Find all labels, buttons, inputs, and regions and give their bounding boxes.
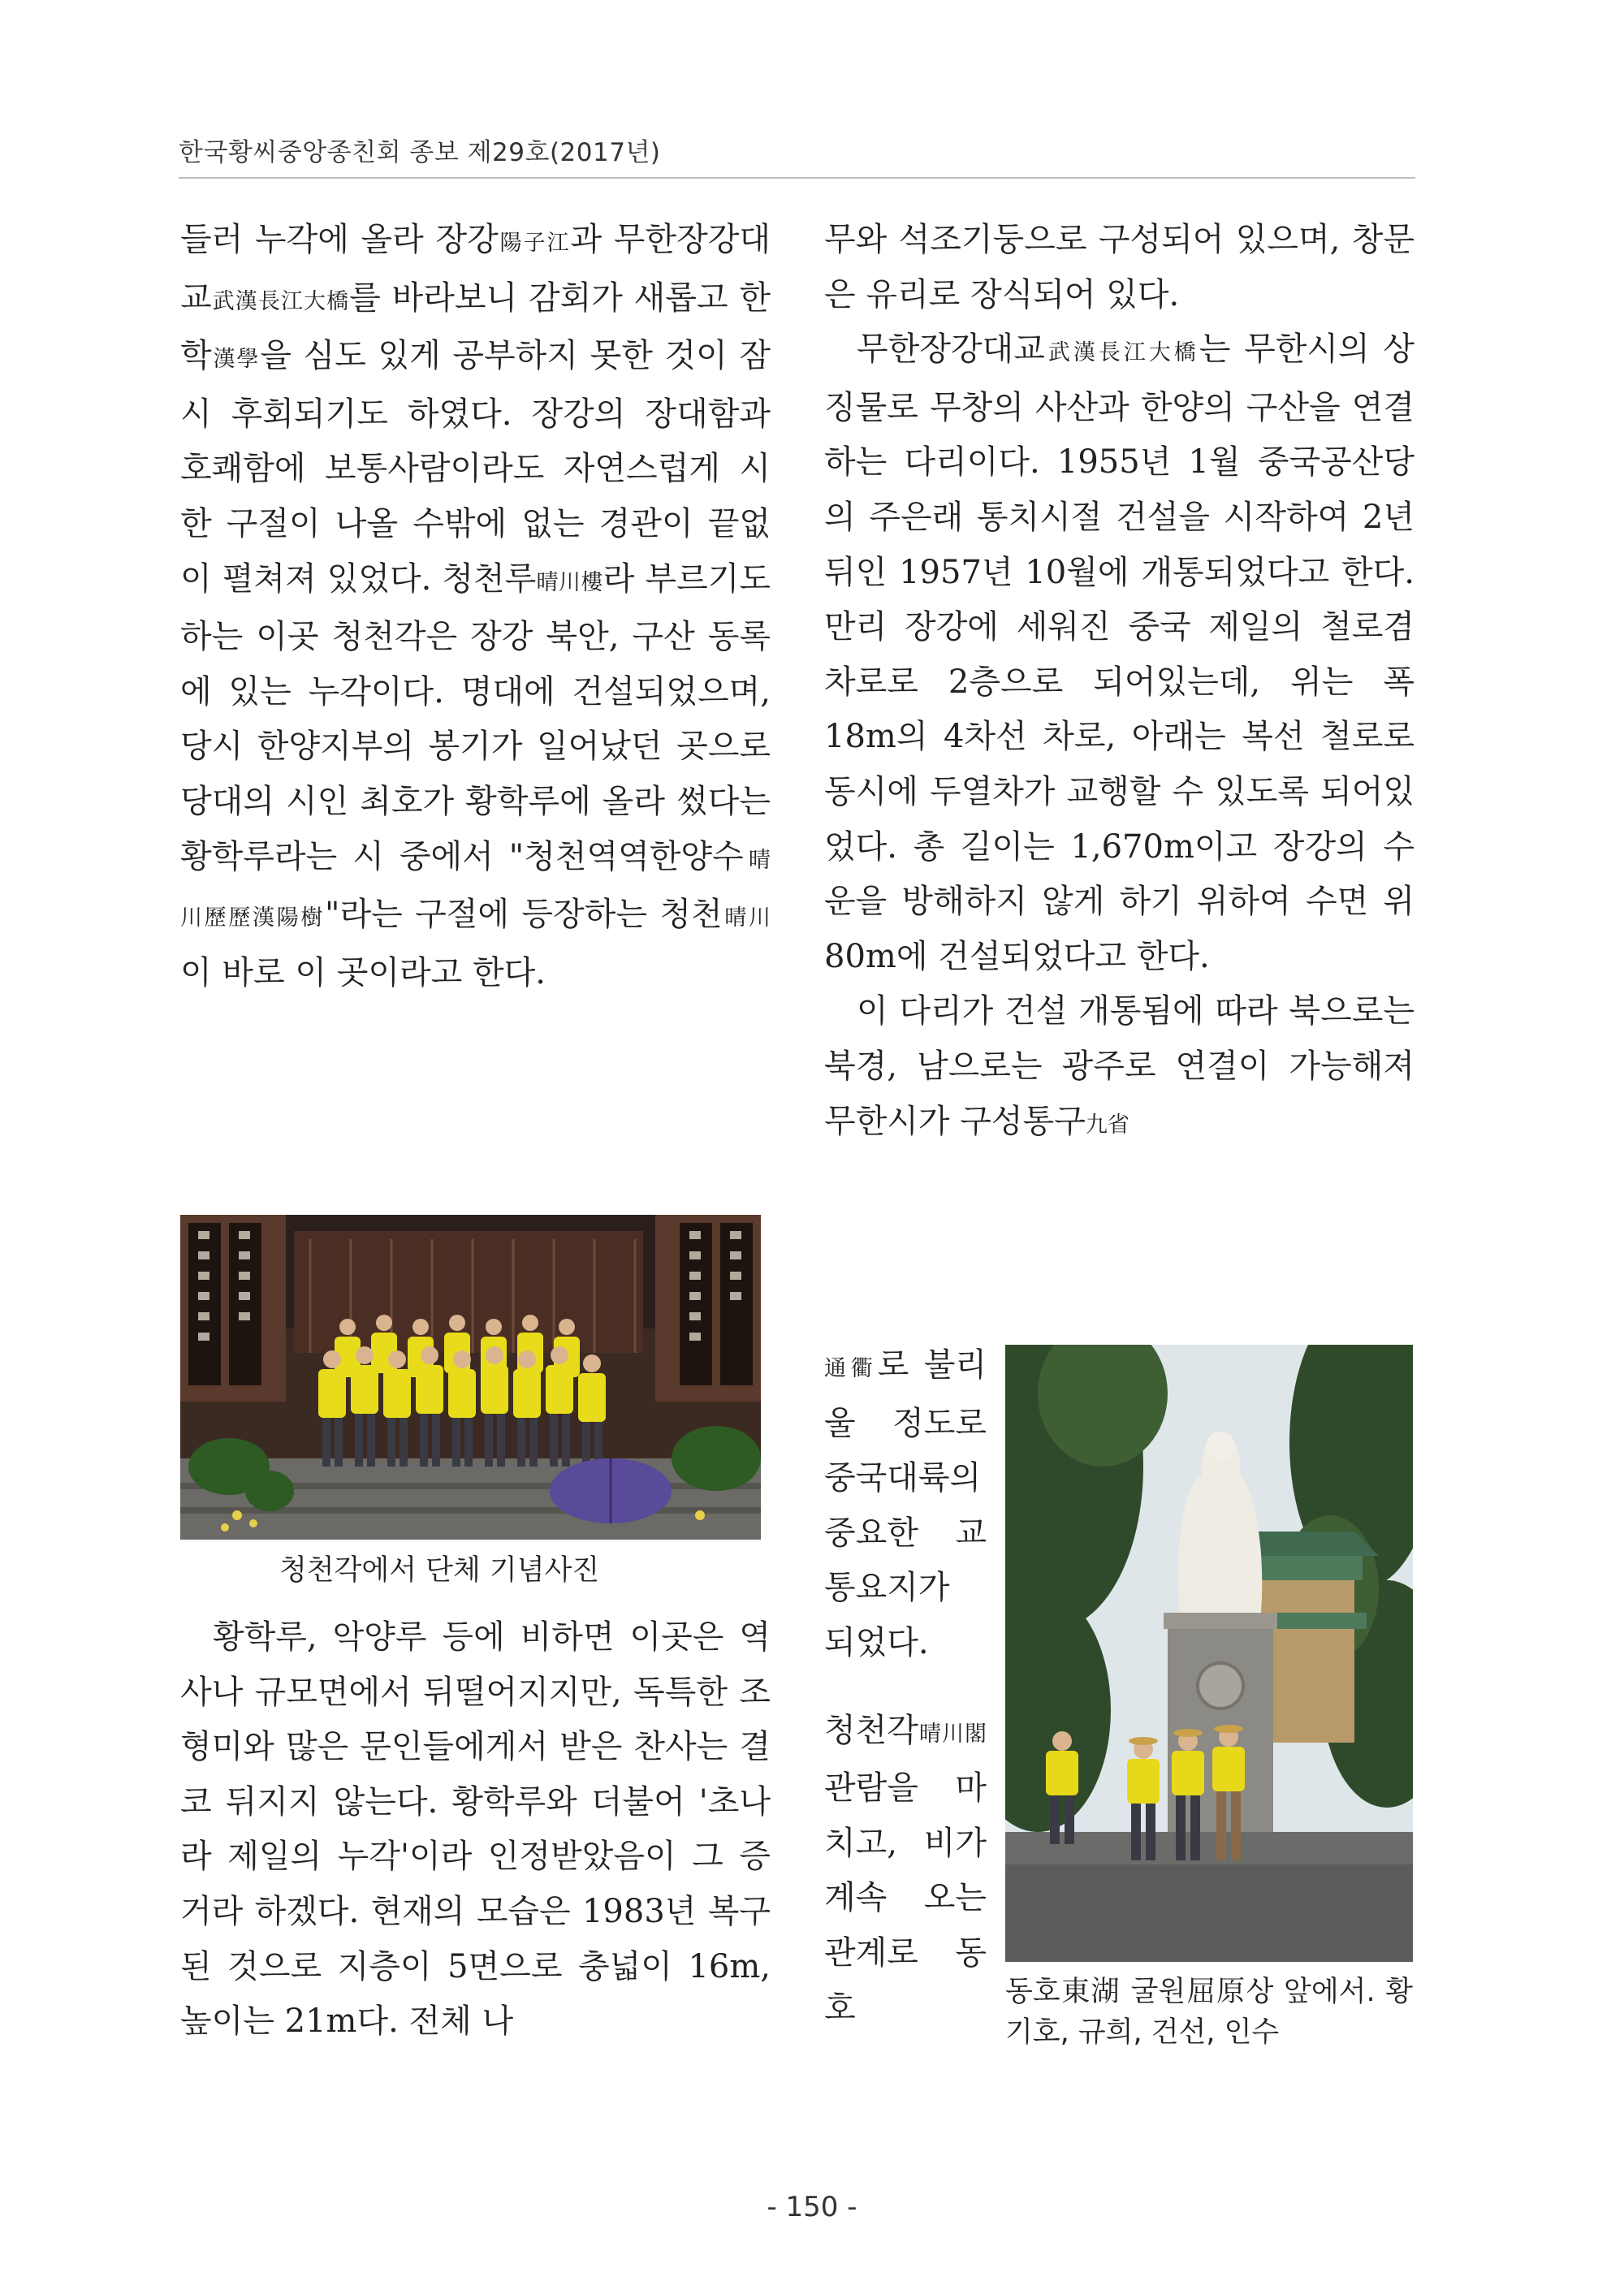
group-photo-caption: 청천각에서 단체 기념사진: [279, 1554, 600, 1587]
hanja-text: 通衢: [824, 1356, 878, 1381]
right-narrow-column: [824, 1306, 987, 2068]
hanja-text: 武漢長江大橋: [211, 288, 350, 314]
paragraph: [824, 984, 1415, 1152]
paragraph: [824, 1338, 987, 1671]
left-column-bottom: [180, 1610, 771, 2050]
paragraph: [824, 1704, 987, 2037]
page-number: - 150 -: [767, 2191, 857, 2223]
paragraph: [824, 213, 1415, 322]
statue-photo: [1005, 1345, 1413, 1962]
body-text: 무한장강대교: [857, 330, 1045, 369]
hanja-text: 晴川: [722, 905, 771, 931]
body-text: 를 바라보니 감회가 새롭고 한학: [180, 279, 771, 375]
body-text: 는 무한시의 상징물로 무창의 사산과 한양의 구산을 연결하는 다리이다. 1955년 1월 중국공산당의 주은래 통치시절 건설을 시작하여 2년 뒤인 1957년 10월에 개통되었다고 한다. 만리 장강에 세워진 중국 제일의 철로겸 차로로 2층으로 되어있는데, 위는 폭 18m의 4차선 차로, 아래는 복선 철로로 동시에 두열차가 교행할 수 있도록 되어있었다. 총 길이는 1,670m이고 장강의 수운을 방해하지 않게 하기 위하여 수면 위 80m에 건설되었다고 한다.: [824, 330, 1415, 975]
statue-photo-caption: 동호東湖 굴원屈原상 앞에서. 황기호, 규희, 건선, 인수: [1005, 1976, 1413, 2049]
body-text: 청천각: [824, 1711, 918, 1749]
hanja-text: 九省: [1085, 1112, 1129, 1138]
body-text: 무와 석조기둥으로 구성되어 있으며, 창문은 유리로 장식되어 있다.: [824, 221, 1415, 313]
header-rule: [179, 177, 1415, 179]
body-text: "라는 구절에 등장하는 청천: [325, 896, 723, 934]
hanja-text: 漢學: [211, 347, 261, 373]
paragraph: [824, 322, 1415, 984]
hanja-text: 陽子江: [498, 231, 571, 256]
hanja-text: 武漢長江大橋: [1044, 340, 1199, 366]
body-text: 들러 누각에 올라 장강: [180, 221, 499, 258]
hanja-text: 晴川閣: [918, 1721, 987, 1747]
hanja-text: 晴川歷歷漢陽樹: [180, 847, 771, 931]
right-column-top: [824, 213, 1415, 1152]
body-text: 이 다리가 건설 개통됨에 따라 북으로는 북경, 남으로는 광주로 연결이 가능해져 무한시가 구성통구: [824, 992, 1415, 1140]
body-text: 로 불리울 정도로 중국대륙의 중요한 교통요지가 되었다.: [824, 1346, 987, 1661]
body-text: 관람을 마치고, 비가 계속 오는 관계로 동호: [824, 1769, 987, 2027]
left-column-top: [180, 213, 771, 1000]
paragraph: [180, 1610, 771, 2050]
body-text: 이 바로 이 곳이라고 한다.: [180, 953, 546, 991]
body-text: 황학루, 악양루 등에 비하면 이곳은 역사나 규모면에서 뒤떨어지지만, 독특한 조형미와 많은 문인들에게서 받은 찬사는 결코 뒤지지 않는다. 황학루와 더불어 '초나라 제일의 누각'이라 인정받았음이 그 증거라 하겠다. 현재의 모습은 1983년 복구된 것으로 지층이 5면으로 충넓이 16m, 높이는 21m다. 전체 나: [180, 1618, 771, 2041]
body-text: 라 부르기도 하는 이곳 청천각은 장강 북안, 구산 동록에 있는 누각이다. 명대에 건설되었으며, 당시 한양지부의 봉기가 일어났던 곳으로 당대의 시인 최호가 황학루에 올라 썼다는 황학루라는 시 중에서 "청천역역한양수: [180, 559, 771, 875]
paragraph: [180, 213, 771, 1000]
body-text: 을 심도 있게 공부하지 못한 것이 잠시 후회되기도 하였다. 장강의 장대함과 호쾌함에 보통사람이라도 자연스럽게 시한 구절이 나올 수밖에 없는 경관이 끝없이 펼쳐져 있었다. 청천루: [180, 337, 771, 598]
group-photo: [180, 1215, 761, 1540]
body-text: 과 무한장강대교: [180, 221, 771, 317]
page-header: 한국황씨중앙종친회 종보 제29호(2017년): [179, 138, 661, 167]
hanja-text: 晴川樓: [536, 569, 603, 595]
